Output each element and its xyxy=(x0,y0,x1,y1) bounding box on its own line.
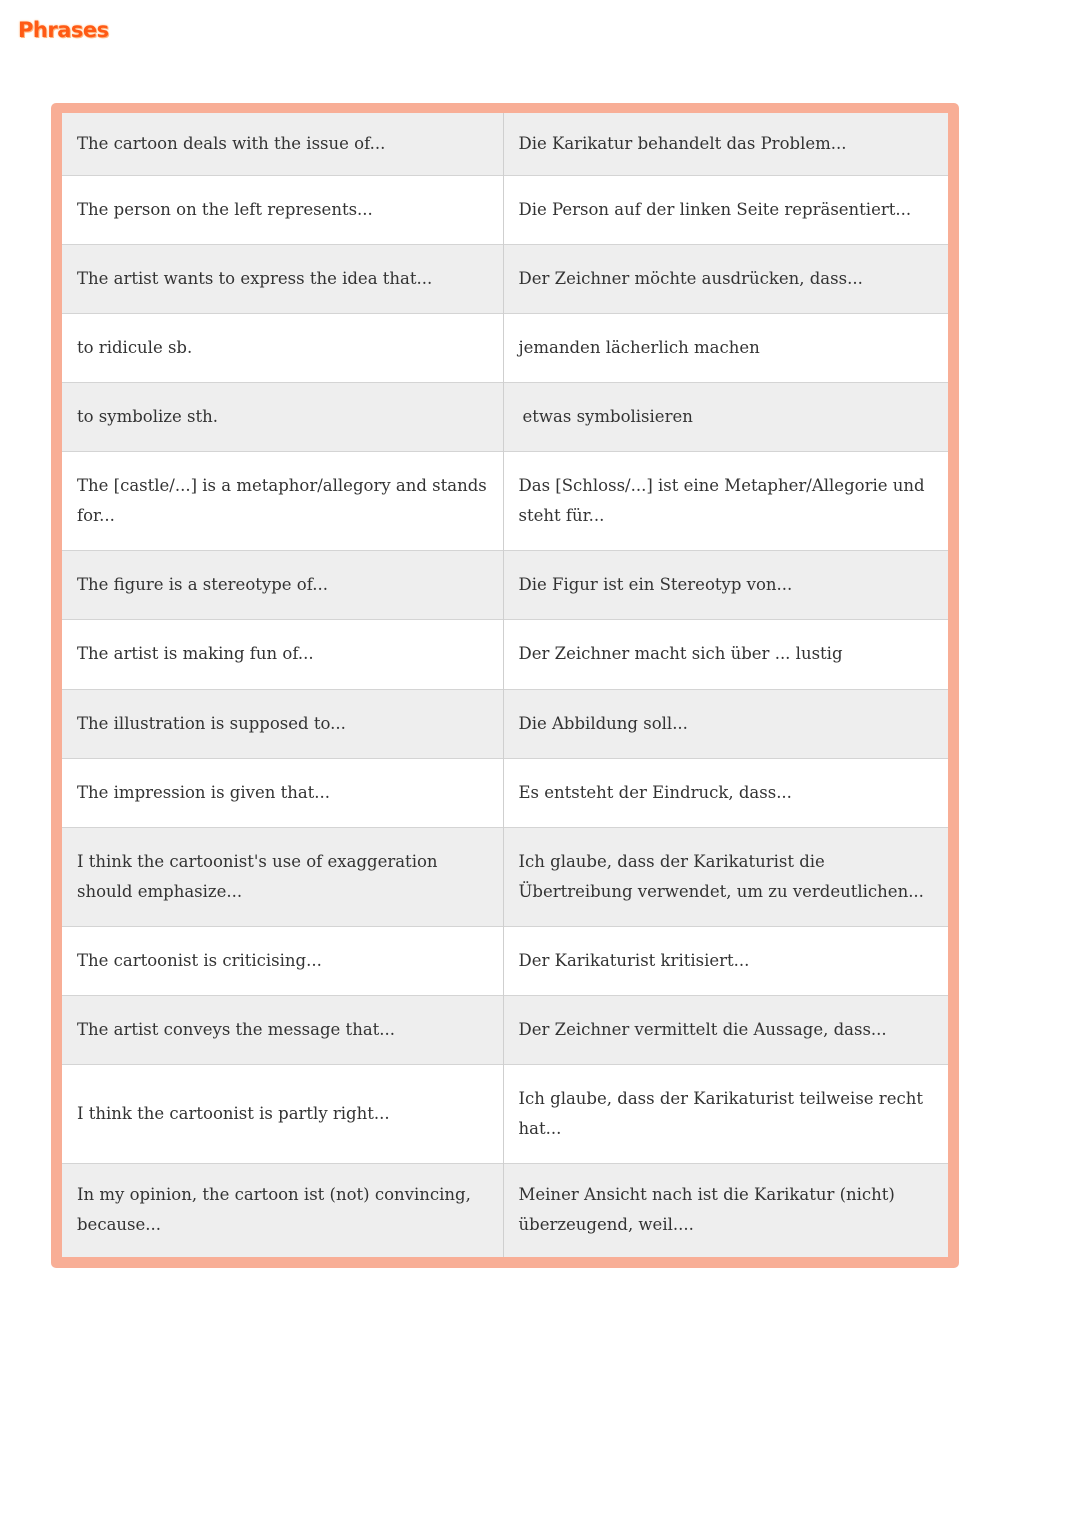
german-phrase: Das [Schloss/...] ist eine Metapher/Allegorie und steht für... xyxy=(503,451,948,550)
german-phrase: Die Karikatur behandelt das Problem... xyxy=(503,113,948,175)
table-row xyxy=(62,113,948,175)
english-phrase: The [castle/...] is a metaphor/allegory and stands for... xyxy=(62,451,503,550)
german-phrase: Es entsteht der Eindruck, dass... xyxy=(503,758,948,827)
table-row xyxy=(62,313,948,382)
page-title: Phrases xyxy=(18,18,109,42)
german-phrase: Die Figur ist ein Stereotyp von... xyxy=(503,550,948,619)
german-phrase: Ich glaube, dass der Karikaturist die Übertreibung verwendet, um zu verdeutlichen... xyxy=(503,827,948,926)
english-phrase: The artist is making fun of... xyxy=(62,619,503,689)
english-phrase: The illustration is supposed to... xyxy=(62,689,503,758)
phrases-table-frame xyxy=(51,103,959,1268)
german-phrase: etwas symbolisieren xyxy=(503,382,948,451)
german-phrase: Der Zeichner möchte ausdrücken, dass... xyxy=(503,244,948,313)
table-row xyxy=(62,1163,948,1257)
english-phrase: I think the cartoonist is partly right... xyxy=(62,1064,503,1163)
phrases-table xyxy=(62,113,948,1257)
english-phrase: The artist wants to express the idea that... xyxy=(62,244,503,313)
english-phrase: to ridicule sb. xyxy=(62,313,503,382)
german-phrase: Meiner Ansicht nach ist die Karikatur (nicht) überzeugend, weil.... xyxy=(503,1163,948,1257)
table-row xyxy=(62,926,948,995)
german-phrase: Ich glaube, dass der Karikaturist teilweise recht hat... xyxy=(503,1064,948,1163)
table-row xyxy=(62,175,948,244)
german-phrase: jemanden lächerlich machen xyxy=(503,313,948,382)
english-phrase: The cartoonist is criticising... xyxy=(62,926,503,995)
german-phrase: Die Abbildung soll... xyxy=(503,689,948,758)
table-row xyxy=(62,758,948,827)
german-phrase: Der Zeichner vermittelt die Aussage, dass... xyxy=(503,995,948,1064)
english-phrase: to symbolize sth. xyxy=(62,382,503,451)
table-row xyxy=(62,451,948,550)
table-row xyxy=(62,550,948,619)
english-phrase: The person on the left represents... xyxy=(62,175,503,244)
table-row xyxy=(62,827,948,926)
english-phrase: In my opinion, the cartoon ist (not) convincing, because... xyxy=(62,1163,503,1257)
german-phrase: Die Person auf der linken Seite repräsentiert... xyxy=(503,175,948,244)
table-row xyxy=(62,995,948,1064)
english-phrase: The figure is a stereotype of... xyxy=(62,550,503,619)
german-phrase: Der Karikaturist kritisiert... xyxy=(503,926,948,995)
table-row xyxy=(62,1064,948,1163)
english-phrase: The cartoon deals with the issue of... xyxy=(62,113,503,175)
english-phrase: The artist conveys the message that... xyxy=(62,995,503,1064)
table-row xyxy=(62,619,948,689)
table-row xyxy=(62,689,948,758)
german-phrase: Der Zeichner macht sich über ... lustig xyxy=(503,619,948,689)
table-row xyxy=(62,382,948,451)
english-phrase: The impression is given that... xyxy=(62,758,503,827)
table-row xyxy=(62,244,948,313)
english-phrase: I think the cartoonist's use of exaggeration should emphasize... xyxy=(62,827,503,926)
